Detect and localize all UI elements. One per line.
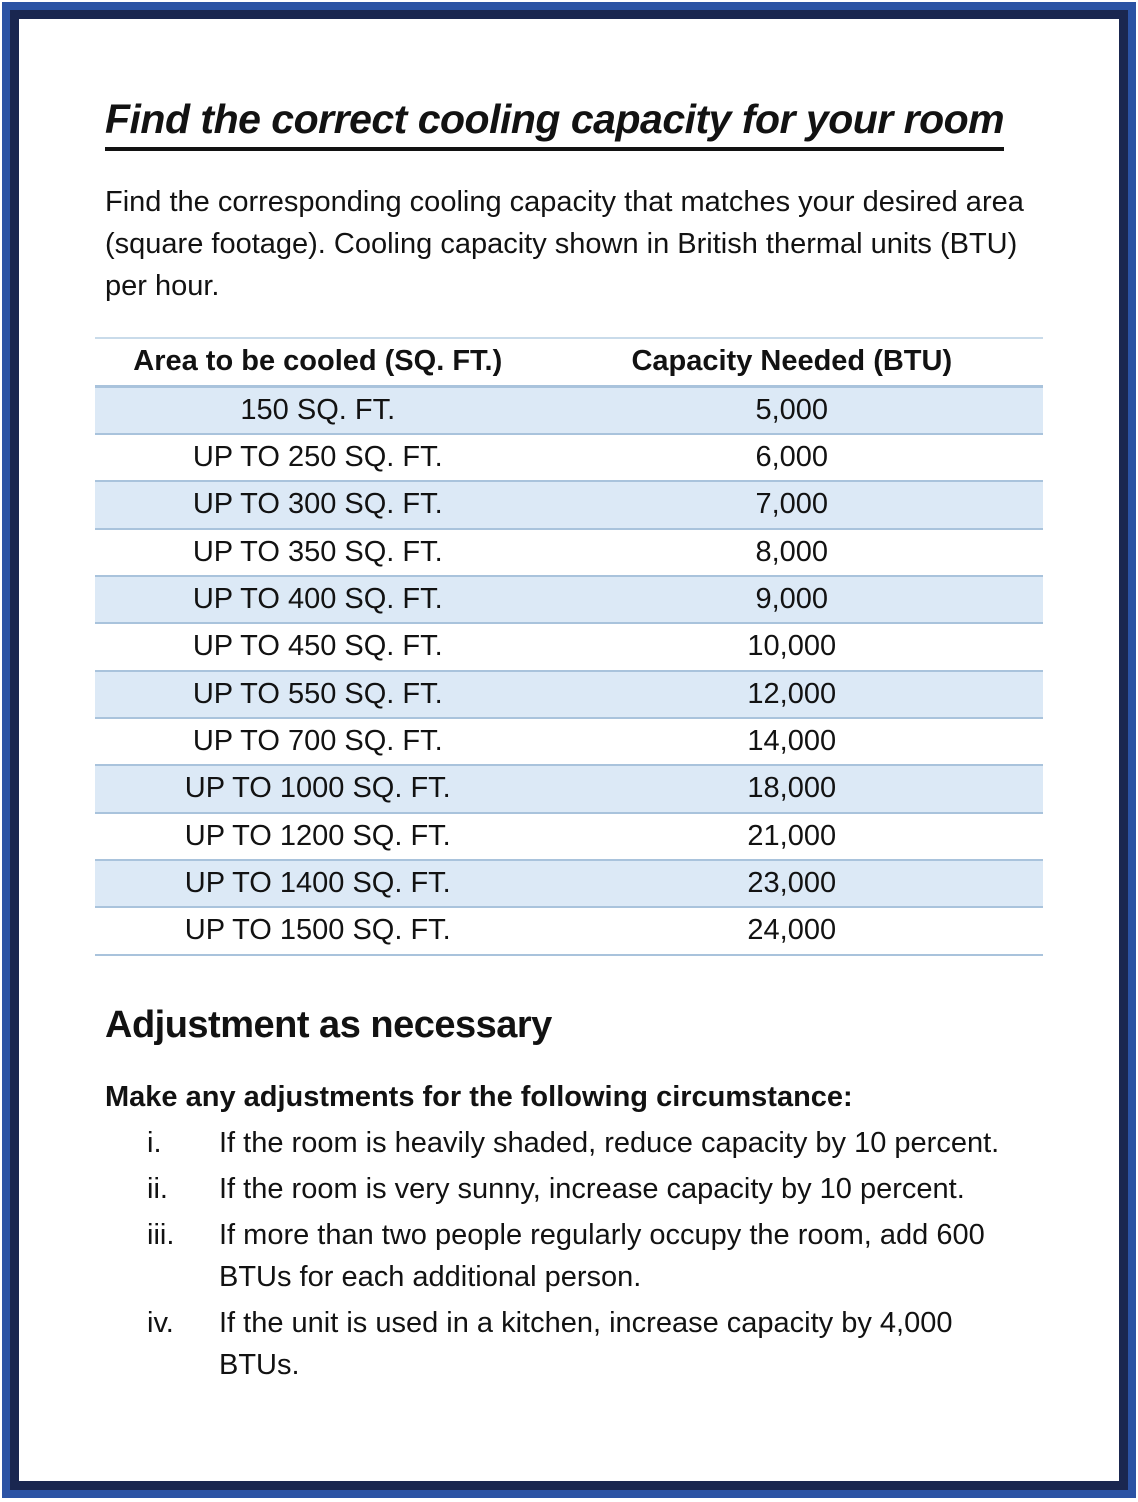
area-cell: UP TO 250 SQ. FT. (192, 440, 443, 473)
column-header-area: Area to be cooled (SQ. FT.) (133, 345, 503, 378)
list-item (105, 1168, 1033, 1210)
capacity-cell: 6,000 (755, 440, 829, 473)
cooling-capacity-table (95, 337, 1043, 955)
table-row (95, 718, 1043, 765)
capacity-cell: 24,000 (747, 914, 837, 947)
table-row (95, 434, 1043, 481)
area-cell: UP TO 450 SQ. FT. (192, 630, 443, 663)
list-item-text: If the room is very sunny, increase capacity by 10 percent. (219, 1172, 965, 1205)
table-head (95, 338, 1043, 386)
table-row (95, 813, 1043, 860)
table-row (95, 386, 1043, 434)
list-item-text: If more than two people regularly occupy the room, add 600 BTUs for each additional person. (219, 1218, 985, 1293)
capacity-cell: 10,000 (747, 630, 837, 663)
adjustment-heading: Adjustment as necessary (105, 1003, 552, 1046)
list-item (105, 1302, 1033, 1386)
area-cell: UP TO 350 SQ. FT. (192, 535, 443, 568)
area-cell: UP TO 1200 SQ. FT. (184, 819, 451, 852)
area-cell: UP TO 1500 SQ. FT. (184, 914, 451, 947)
page-frame-outer (2, 2, 1136, 1498)
table-row (95, 529, 1043, 576)
capacity-cell: 5,000 (755, 393, 829, 426)
area-cell: UP TO 1400 SQ. FT. (184, 867, 451, 900)
capacity-cell: 14,000 (747, 724, 837, 757)
list-marker: iii. (147, 1218, 175, 1251)
list-item (105, 1214, 1033, 1298)
table-row (95, 576, 1043, 623)
table-row (95, 671, 1043, 718)
area-cell: UP TO 1000 SQ. FT. (184, 772, 451, 805)
list-marker: iv. (147, 1306, 174, 1339)
capacity-cell: 21,000 (747, 819, 837, 852)
capacity-cell: 8,000 (755, 535, 829, 568)
table-row (95, 765, 1043, 812)
table-row (95, 907, 1043, 954)
capacity-cell: 9,000 (755, 582, 829, 615)
table-row (95, 623, 1043, 670)
list-item (105, 1122, 1033, 1164)
table-row (95, 481, 1043, 528)
capacity-cell: 7,000 (755, 488, 829, 521)
page-content (19, 19, 1119, 1386)
capacity-cell: 12,000 (747, 677, 837, 710)
page-title-text: Find the correct cooling capacity for your room (105, 97, 1004, 151)
table-body (95, 386, 1043, 955)
page-title (105, 97, 1033, 151)
capacity-cell: 18,000 (747, 772, 837, 805)
capacity-cell: 23,000 (747, 867, 837, 900)
table-row (95, 860, 1043, 907)
area-cell: UP TO 400 SQ. FT. (192, 582, 443, 615)
column-header-capacity: Capacity Needed (BTU) (631, 345, 953, 378)
adjustment-list (105, 1122, 1033, 1386)
table-header-row (95, 338, 1043, 386)
page-frame-inner (10, 10, 1128, 1490)
intro-paragraph: Find the corresponding cooling capacity that matches your desired area (square footage). Cooling capacity shown in British thermal units (BTU) per hour. (105, 186, 1024, 303)
list-item-text: If the room is heavily shaded, reduce capacity by 10 percent. (219, 1126, 1000, 1159)
area-cell: UP TO 300 SQ. FT. (192, 488, 443, 521)
list-item-text: If the unit is used in a kitchen, increase capacity by 4,000 BTUs. (219, 1306, 953, 1381)
list-marker: i. (147, 1126, 162, 1159)
area-cell: 150 SQ. FT. (240, 393, 396, 426)
area-cell: UP TO 550 SQ. FT. (192, 677, 443, 710)
area-cell: UP TO 700 SQ. FT. (192, 724, 443, 757)
list-marker: ii. (147, 1172, 168, 1205)
adjustment-lead: Make any adjustments for the following circumstance: (105, 1080, 853, 1113)
